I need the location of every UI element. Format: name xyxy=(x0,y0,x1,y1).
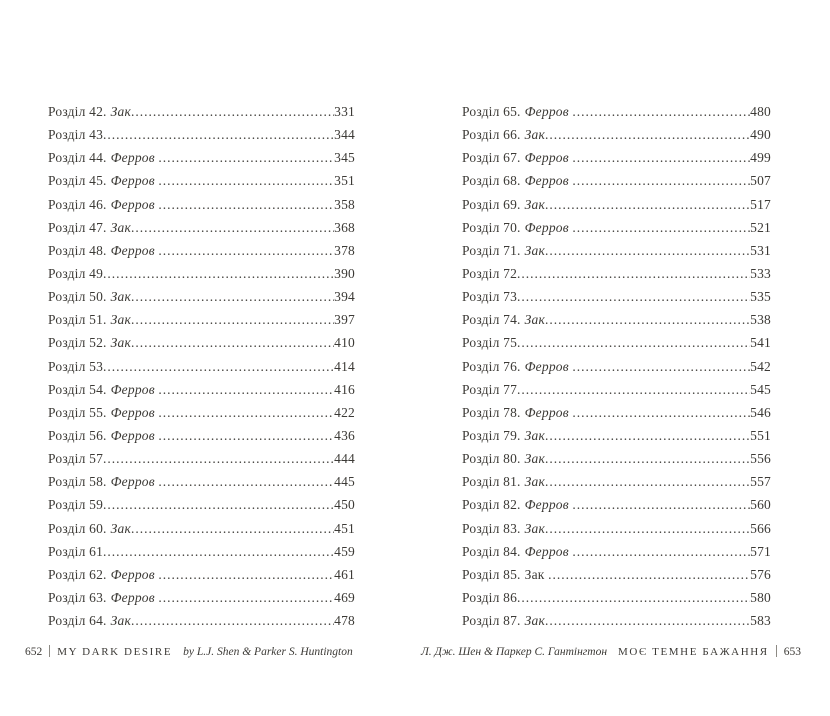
chapter-page-number: 358 xyxy=(334,196,355,212)
chapter-pov-name: Ферров xyxy=(110,427,159,443)
toc-entry xyxy=(462,220,771,243)
dot-leader xyxy=(572,359,750,375)
chapter-label: Розділ 67. xyxy=(462,150,521,166)
chapter-pov-name: Зак xyxy=(110,613,131,629)
chapter-page-number: 546 xyxy=(750,404,771,420)
chapter-pov-name: Зак xyxy=(110,219,131,235)
dot-leader xyxy=(572,497,750,513)
toc-entry xyxy=(48,474,355,497)
chapter-label: Розділ 82. xyxy=(462,497,521,513)
toc-entry xyxy=(48,590,355,613)
chapter-page-number: 545 xyxy=(750,381,771,397)
toc-entry xyxy=(48,197,355,220)
dot-leader xyxy=(545,197,750,213)
chapter-label: Розділ 47. xyxy=(48,219,107,235)
chapter-label: Розділ 78. xyxy=(462,404,521,420)
dot-leader xyxy=(545,312,750,328)
chapter-page-number: 566 xyxy=(750,520,771,536)
toc-entry xyxy=(48,382,355,405)
dot-leader xyxy=(131,613,334,629)
dot-leader xyxy=(572,220,750,236)
footer-divider-bar xyxy=(49,645,50,657)
toc-entry xyxy=(462,521,771,544)
chapter-page-number: 480 xyxy=(750,104,771,119)
dot-leader xyxy=(158,243,334,259)
chapter-pov-name: Ферров xyxy=(110,404,159,420)
toc-entry xyxy=(462,613,771,636)
chapter-pov-name: Ферров xyxy=(524,497,573,513)
chapter-label: Розділ 53 xyxy=(48,358,104,374)
authors-ua: Л. Дж. Шен & Паркер С. Гантінгтон xyxy=(421,646,608,658)
chapter-label: Розділ 61 xyxy=(48,543,104,559)
chapter-page-number: 351 xyxy=(334,173,355,189)
dot-leader xyxy=(545,613,750,629)
toc-entry xyxy=(48,173,355,196)
dot-leader xyxy=(158,197,334,213)
dot-leader xyxy=(545,127,750,143)
chapter-page-number: 410 xyxy=(334,335,355,351)
dot-leader xyxy=(517,289,750,305)
toc-entry xyxy=(462,312,771,335)
toc-entry xyxy=(48,359,355,382)
dot-leader xyxy=(545,428,750,444)
toc-entry xyxy=(48,405,355,428)
chapter-page-number: 533 xyxy=(750,265,771,281)
chapter-label: Розділ 77 xyxy=(462,381,518,397)
book-title-en: MY DARK DESIRE xyxy=(57,646,173,658)
dot-leader xyxy=(158,150,334,166)
chapter-label: Розділ 48. xyxy=(48,242,107,258)
byline-en: by L.J. Shen & Parker S. Huntington xyxy=(183,646,353,658)
chapter-pov-name: Зак xyxy=(110,520,131,536)
chapter-page-number: 459 xyxy=(334,543,355,559)
toc-entry xyxy=(48,521,355,544)
chapter-label: Розділ 86 xyxy=(462,589,518,605)
toc-entry xyxy=(462,428,771,451)
chapter-label: Розділ 46. xyxy=(48,196,107,212)
toc-entry xyxy=(462,266,771,289)
chapter-label: Розділ 68. xyxy=(462,173,521,189)
right-page-number: 653 xyxy=(783,646,801,658)
chapter-label: Розділ 69. xyxy=(462,196,521,212)
dot-leader xyxy=(572,544,750,560)
chapter-label: Розділ 85. xyxy=(462,566,521,582)
chapter-page-number: 535 xyxy=(750,289,771,305)
toc-entry xyxy=(48,127,355,150)
toc-entry xyxy=(48,266,355,289)
chapter-label: Розділ 58. xyxy=(48,474,107,490)
toc-left-column xyxy=(48,104,355,636)
chapter-pov-name: Ферров xyxy=(524,173,573,189)
dot-leader xyxy=(158,173,334,189)
chapter-pov-name: Ферров xyxy=(110,566,159,582)
toc-entry xyxy=(462,197,771,220)
toc-entry xyxy=(48,497,355,520)
left-page-footer xyxy=(25,645,353,658)
chapter-pov-name: Ферров xyxy=(110,589,159,605)
toc-entry xyxy=(462,567,771,590)
chapter-label: Розділ 52. xyxy=(48,335,107,351)
chapter-label: Розділ 62. xyxy=(48,566,107,582)
chapter-page-number: 416 xyxy=(334,381,355,397)
chapter-label: Розділ 72 xyxy=(462,265,518,281)
chapter-pov-name: Ферров xyxy=(524,543,573,559)
chapter-pov-name: Зак xyxy=(524,427,545,443)
dot-leader xyxy=(103,544,334,560)
toc-entry xyxy=(462,544,771,567)
chapter-page-number: 571 xyxy=(750,543,771,559)
toc-entry xyxy=(48,567,355,590)
chapter-pov-name: Ферров xyxy=(524,358,573,374)
chapter-pov-name: Зак xyxy=(524,312,545,328)
chapter-label: Розділ 75 xyxy=(462,335,518,351)
toc-entry xyxy=(462,243,771,266)
chapter-label: Розділ 83. xyxy=(462,520,521,536)
chapter-label: Розділ 43 xyxy=(48,127,104,143)
chapter-pov-name: Зак xyxy=(524,196,545,212)
dot-leader xyxy=(572,173,750,189)
chapter-label: Розділ 44. xyxy=(48,150,107,166)
dot-leader xyxy=(103,497,334,513)
chapter-label: Розділ 59 xyxy=(48,497,104,513)
dot-leader xyxy=(158,405,334,421)
toc-entry xyxy=(48,544,355,567)
chapter-pov-name: Зак xyxy=(524,451,545,467)
toc-entry xyxy=(462,405,771,428)
chapter-pov-name: Зак xyxy=(524,613,545,629)
chapter-label: Розділ 55. xyxy=(48,404,107,420)
dot-leader xyxy=(131,220,334,236)
dot-leader xyxy=(158,474,334,490)
toc-entry xyxy=(462,590,771,613)
chapter-page-number: 551 xyxy=(750,427,771,443)
chapter-label: Розділ 84. xyxy=(462,543,521,559)
chapter-page-number: 490 xyxy=(750,127,771,143)
chapter-pov-name: Ферров xyxy=(524,404,573,420)
dot-leader xyxy=(131,312,334,328)
toc-entry xyxy=(462,289,771,312)
chapter-label: Розділ 79. xyxy=(462,427,521,443)
chapter-pov-name: Ферров xyxy=(524,150,573,166)
chapter-page-number: 478 xyxy=(334,613,355,629)
chapter-page-number: 394 xyxy=(334,289,355,305)
chapter-page-number: 517 xyxy=(750,196,771,212)
chapter-page-number: 521 xyxy=(750,219,771,235)
chapter-pov-name: Зак xyxy=(110,312,131,328)
footer-divider-bar xyxy=(776,645,777,657)
chapter-label: Розділ 51. xyxy=(48,312,107,328)
dot-leader xyxy=(103,266,334,282)
toc-entry xyxy=(462,150,771,173)
chapter-page-number: 576 xyxy=(750,566,771,582)
chapter-page-number: 445 xyxy=(334,474,355,490)
dot-leader xyxy=(545,243,750,259)
dot-leader xyxy=(572,150,750,166)
chapter-page-number: 390 xyxy=(334,265,355,281)
chapter-page-number: 344 xyxy=(334,127,355,143)
chapter-page-number: 560 xyxy=(750,497,771,513)
chapter-label: Розділ 63. xyxy=(48,589,107,605)
toc-entry xyxy=(48,428,355,451)
dot-leader xyxy=(103,127,334,143)
chapter-label: Розділ 66. xyxy=(462,127,521,143)
chapter-page-number: 583 xyxy=(750,613,771,629)
dot-leader xyxy=(103,451,334,467)
dot-leader xyxy=(572,405,750,421)
chapter-pov-name: Зак xyxy=(524,520,545,536)
chapter-page-number: 542 xyxy=(750,358,771,374)
chapter-label: Розділ 57 xyxy=(48,451,104,467)
chapter-pov-name: Зак xyxy=(524,474,545,490)
chapter-page-number: 422 xyxy=(334,404,355,420)
dot-leader xyxy=(131,289,334,305)
chapter-pov-name: Ферров xyxy=(110,196,159,212)
toc-entry xyxy=(48,613,355,636)
chapter-label: Розділ 45. xyxy=(48,173,107,189)
toc-entry xyxy=(462,474,771,497)
dot-leader xyxy=(158,567,334,583)
chapter-page-number: 541 xyxy=(750,335,771,351)
dot-leader xyxy=(545,451,750,467)
chapter-page-number: 538 xyxy=(750,312,771,328)
chapter-label: Розділ 74. xyxy=(462,312,521,328)
dot-leader xyxy=(131,335,334,351)
dot-leader xyxy=(158,428,334,444)
toc-entry xyxy=(48,289,355,312)
dot-leader xyxy=(131,104,334,120)
dot-leader xyxy=(545,521,750,537)
chapter-page-number: 450 xyxy=(334,497,355,513)
chapter-label: Розділ 60. xyxy=(48,520,107,536)
chapter-label: Розділ 64. xyxy=(48,613,107,629)
toc-entry xyxy=(48,335,355,358)
dot-leader xyxy=(131,521,334,537)
toc-entry xyxy=(462,127,771,150)
chapter-label: Розділ 71. xyxy=(462,242,521,258)
chapter-pov-name: Зак xyxy=(110,335,131,351)
chapter-pov-name: Ферров xyxy=(110,242,159,258)
chapter-pov-name: Ферров xyxy=(110,474,159,490)
toc-entry xyxy=(462,382,771,405)
dot-leader xyxy=(517,382,750,398)
chapter-pov-name: Зак xyxy=(524,127,545,143)
toc-entry xyxy=(462,359,771,382)
chapter-page-number: 469 xyxy=(334,589,355,605)
chapter-label: Розділ 81. xyxy=(462,474,521,490)
book-title-ua: МОЄ ТЕМНЕ БАЖАННЯ xyxy=(618,646,769,658)
chapter-label: Розділ 49 xyxy=(48,265,104,281)
chapter-label: Розділ 54. xyxy=(48,381,107,397)
chapter-page-number: 451 xyxy=(334,520,355,536)
chapter-page-number: 557 xyxy=(750,474,771,490)
toc-entry xyxy=(462,451,771,474)
chapter-label: Розділ 56. xyxy=(48,427,107,443)
toc-entry xyxy=(462,104,771,127)
chapter-page-number: 436 xyxy=(334,427,355,443)
chapter-page-number: 580 xyxy=(750,589,771,605)
toc-entry xyxy=(48,312,355,335)
chapter-pov-name: Зак xyxy=(524,566,549,582)
chapter-label: Розділ 65. xyxy=(462,104,521,119)
chapter-label: Розділ 80. xyxy=(462,451,521,467)
toc-entry xyxy=(48,451,355,474)
chapter-pov-name: Зак xyxy=(110,104,131,119)
chapter-page-number: 499 xyxy=(750,150,771,166)
dot-leader xyxy=(545,474,750,490)
chapter-pov-name: Зак xyxy=(524,242,545,258)
dot-leader xyxy=(158,382,334,398)
chapter-page-number: 556 xyxy=(750,451,771,467)
right-page-footer xyxy=(421,645,801,658)
chapter-page-number: 331 xyxy=(334,104,355,119)
toc-right-column xyxy=(462,104,771,636)
chapter-page-number: 531 xyxy=(750,242,771,258)
chapter-page-number: 414 xyxy=(334,358,355,374)
chapter-label: Розділ 42. xyxy=(48,104,107,119)
chapter-pov-name: Ферров xyxy=(524,104,573,119)
chapter-page-number: 461 xyxy=(334,566,355,582)
chapter-page-number: 378 xyxy=(334,242,355,258)
chapter-page-number: 345 xyxy=(334,150,355,166)
toc-entry xyxy=(462,173,771,196)
chapter-pov-name: Зак xyxy=(110,289,131,305)
chapter-label: Розділ 73 xyxy=(462,289,518,305)
toc-entry xyxy=(48,220,355,243)
chapter-label: Розділ 87. xyxy=(462,613,521,629)
chapter-label: Розділ 50. xyxy=(48,289,107,305)
chapter-pov-name: Ферров xyxy=(110,173,159,189)
toc-entry xyxy=(48,150,355,173)
dot-leader xyxy=(572,104,750,120)
dot-leader xyxy=(517,335,750,351)
dot-leader xyxy=(158,590,334,606)
chapter-page-number: 397 xyxy=(334,312,355,328)
dot-leader xyxy=(517,590,750,606)
chapter-pov-name: Ферров xyxy=(110,381,159,397)
toc-entry xyxy=(462,335,771,358)
toc-entry xyxy=(462,497,771,520)
chapter-label: Розділ 70. xyxy=(462,219,521,235)
dot-leader xyxy=(103,359,334,375)
chapter-pov-name: Ферров xyxy=(524,219,573,235)
dot-leader xyxy=(548,567,750,583)
dot-leader xyxy=(517,266,750,282)
chapter-page-number: 368 xyxy=(334,219,355,235)
chapter-label: Розділ 76. xyxy=(462,358,521,374)
toc-entry xyxy=(48,104,355,127)
left-page-number: 652 xyxy=(25,646,43,658)
toc-entry xyxy=(48,243,355,266)
chapter-page-number: 444 xyxy=(334,451,355,467)
chapter-page-number: 507 xyxy=(750,173,771,189)
chapter-pov-name: Ферров xyxy=(110,150,159,166)
